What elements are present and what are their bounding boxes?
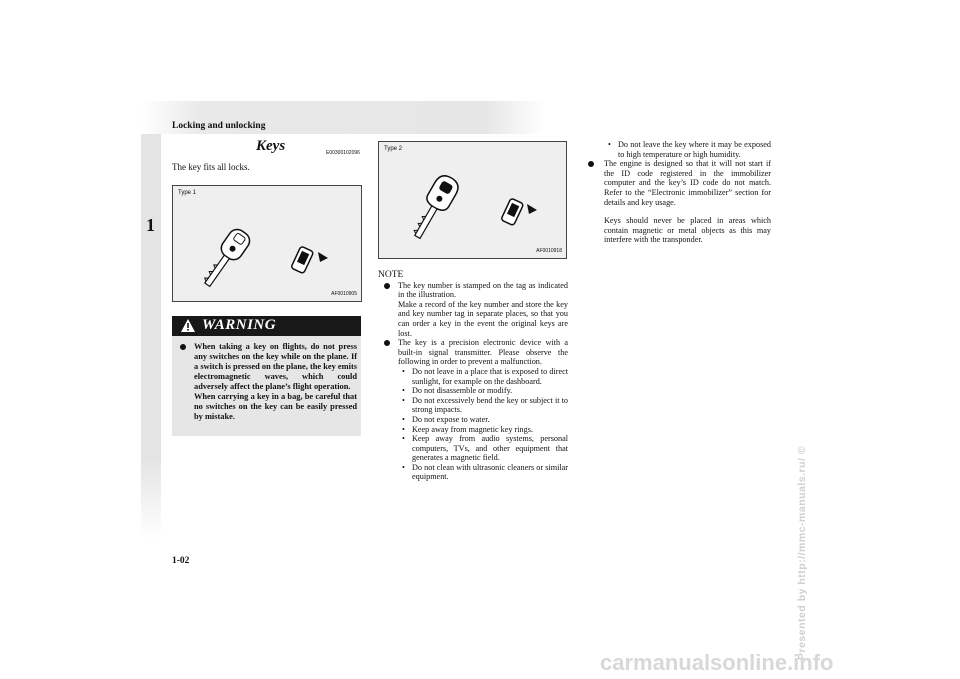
section-code: E00300102096 — [326, 150, 360, 156]
section-header: Locking and unlocking — [172, 121, 266, 131]
right-column: • Do not leave the key where it may be exposed to high temperature or high humidity. The engine is designed so that it will not start if the ID code registered in the immobilizer computer and the key’s ID code do not match. Refer to the “Electronic immobilizer” section for details and key usage. Keys should never be placed in areas which contain magnetic or metal objects as this may interfere with the transponder. — [584, 140, 771, 245]
note-sub-item: Keep away from magnetic key rings. — [412, 424, 533, 434]
note-heading: NOTE — [378, 270, 404, 280]
key-illustration — [379, 142, 566, 258]
warning-box — [172, 316, 361, 436]
warning-title: WARNING — [202, 317, 277, 333]
note-sub-item: Do not expose to water. — [412, 414, 490, 424]
bullet-icon — [180, 344, 186, 350]
note-sub-item: Do not clean with ultrasonic cleaners or similar equipment. — [412, 462, 568, 482]
vertical-watermark: Presented by http://mmc-manuals.ru/ © — [796, 445, 808, 660]
right-item: The engine is designed so that it will not start if the ID code registered in the immobilizer computer and the key’s ID code do not match. Refer to the “Electronic immobilizer” section for details and key usage. — [604, 159, 771, 207]
bullet-icon — [588, 161, 594, 167]
chapter-side-band — [141, 134, 161, 539]
key-illustration — [173, 186, 361, 301]
warning-text-2: When carrying a key in a bag, be careful that no switches on the key can be easily pressed by mistake. — [194, 392, 357, 421]
bullet-icon — [384, 340, 390, 346]
warning-text-1: When taking a key on flights, do not press any switches on the key while on the plane. If a switch is pressed on the plane, the key emits electromagnetic waves, which could adversely affect the plane’s flight operation. — [194, 342, 357, 391]
note-sub-item: Do not excessively bend the key or subject it to strong impacts. — [412, 395, 568, 415]
site-watermark: carmanualsonline.info — [600, 650, 834, 675]
note-section: NOTE The key number is stamped on the tag as indicated in the illustration. Make a record of the key number and store the key and key number tag in separate places, so that you can order a key in the event the original keys are lost. The key is a precision electronic device with a built-in signal transmitter. Please observe the following in order to prevent a malfunction. • Do not leave in a place that is exposed to direct sunlight, for example on the dashboard. • Do not disassemble or modify. • Do not excessively bend the key or subject it to strong impacts. • Do not expose to water. • Keep away from magnetic key rings. • Keep away from audio systems, personal computers, TVs, and other equipment that generates a magnetic field. • Do not clean with ultrasonic cleaners or similar equipment. — [378, 270, 568, 482]
figure-label: Type 2 — [384, 146, 403, 152]
note-item-1a: The key number is stamped on the tag as indicated in the illustration. — [398, 280, 568, 300]
warning-header — [172, 316, 361, 336]
note-item-1b: Make a record of the key number and store the key and key number tag in separate places, so that you can order a key in the event the original keys are lost. — [398, 299, 568, 338]
figure-code: AF0010918 — [536, 248, 562, 254]
page-number: 1-02 — [172, 556, 190, 566]
intro-text: The key fits all locks. — [172, 162, 250, 172]
right-paragraph: Keys should never be placed in areas which contain magnetic or metal objects as this may interfere with the transponder. — [604, 216, 771, 245]
bullet-icon — [384, 283, 390, 289]
figure-label: Type 1 — [178, 190, 197, 196]
figure-type-2 — [378, 141, 567, 259]
section-title: Keys — [256, 138, 286, 154]
figure-type-1 — [172, 185, 362, 302]
note-sub-item: Keep away from audio systems, personal computers, TVs, and other equipment that generates a magnetic field. — [412, 434, 568, 463]
note-sub-item: Do not leave in a place that is exposed to direct sunlight, for example on the dashboard. — [412, 366, 568, 386]
chapter-number: 1 — [146, 215, 155, 235]
right-sub-item: Do not leave the key where it may be exposed to high temperature or high humidity. — [618, 140, 771, 159]
warning-triangle-icon — [180, 318, 196, 333]
note-item-2: The key is a precision electronic device with a built-in signal transmitter. Please observe the following in order to prevent a malfunction. — [398, 338, 568, 367]
note-sub-item: Do not disassemble or modify. — [412, 386, 513, 396]
figure-code: AF0010905 — [331, 291, 357, 297]
